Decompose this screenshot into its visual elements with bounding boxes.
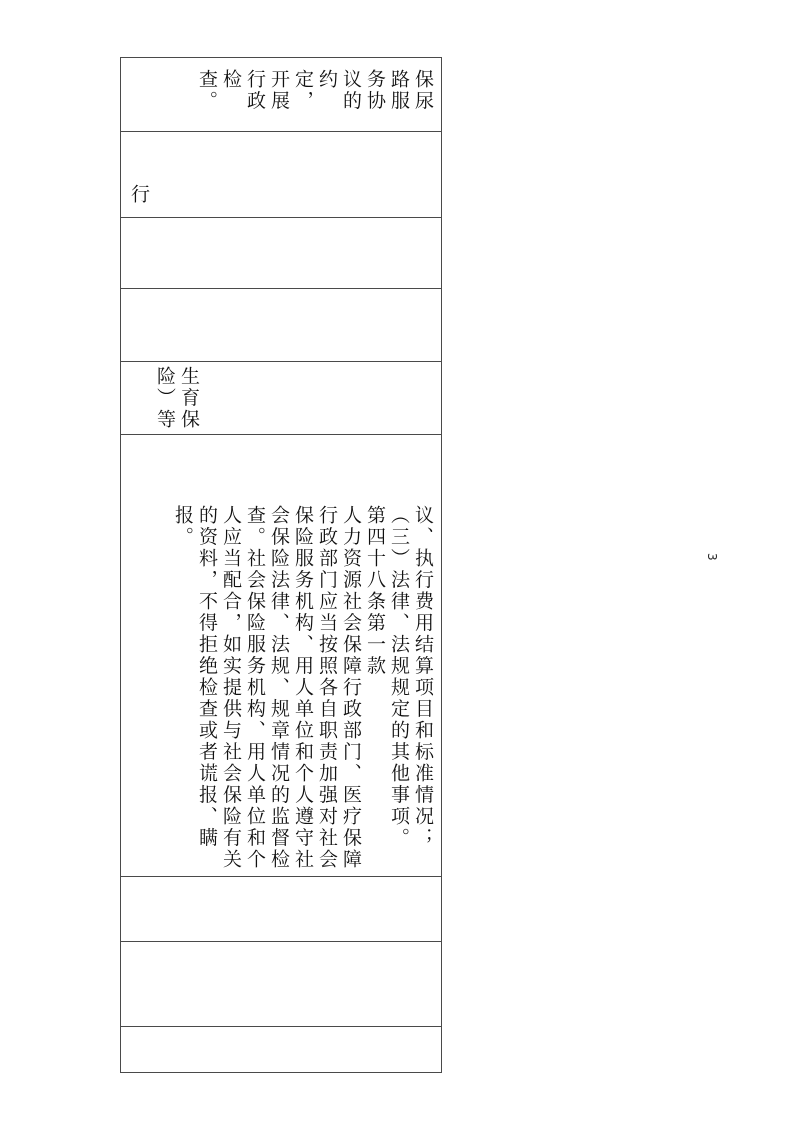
cell-insurance-types: 生育保险）等 (154, 366, 200, 431)
cell-inspection-scope: 保尿路服务协议的约定，开展行政检查。 (196, 69, 434, 112)
row-divider (121, 941, 441, 942)
cell-row2-text: 行 (128, 184, 150, 206)
row-divider (121, 217, 441, 218)
page-number: 3 (705, 553, 719, 561)
row-divider (121, 1026, 441, 1027)
row-divider (121, 288, 441, 289)
row-divider (121, 361, 441, 362)
regulation-table (120, 57, 442, 1073)
row-divider (121, 131, 441, 132)
row-divider (121, 434, 441, 435)
cell-regulation-text: 议、执行费用结算项目和标准情况； （三）法律、法规规定的其他事项。 第四十八条第一款 人力资源社会保障行政部门、医疗保障行政部门应当按照各自职责加强对社会保险服务机构、用人单位和个人遵守社会保险法律、法规、规章情况的监督检查。社会保险服务机构、用人单位和个人应当配合，如实提供与社会保险有关的资料，不得拒绝检查或者谎报、瞒报。 (172, 505, 434, 871)
